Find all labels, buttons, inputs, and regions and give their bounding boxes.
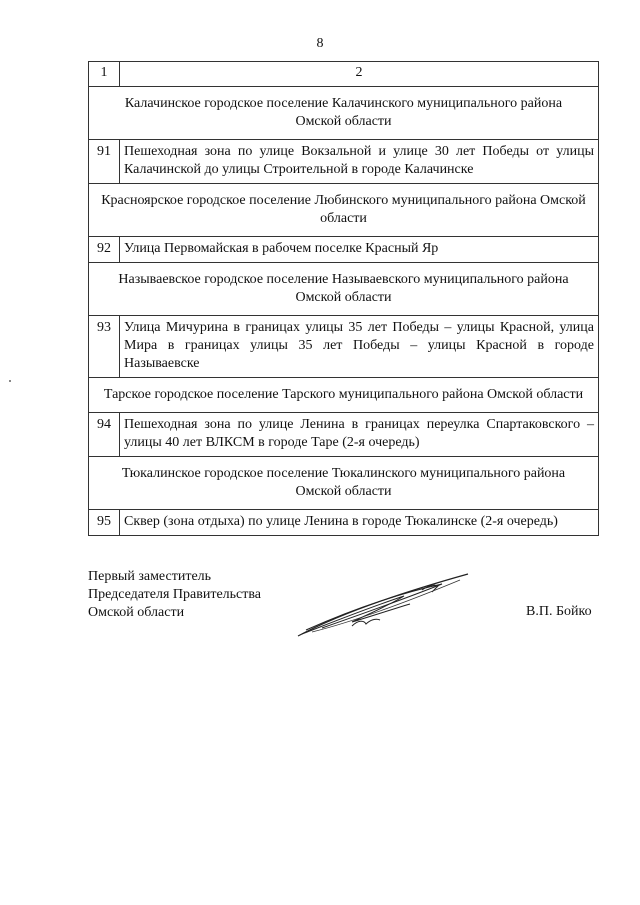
row-number: 95 bbox=[89, 510, 120, 536]
scan-mark bbox=[9, 380, 11, 382]
table-row bbox=[89, 316, 599, 378]
objects-table bbox=[88, 61, 599, 536]
table-column-header-row bbox=[89, 62, 599, 87]
section-heading: Тарское городское поселение Тарского муниципального района Омской области bbox=[89, 378, 599, 413]
table-row bbox=[89, 237, 599, 263]
table-row bbox=[89, 510, 599, 536]
row-number: 91 bbox=[89, 140, 120, 184]
section-heading: Тюкалинское городское поселение Тюкалинского муниципального района Омской области bbox=[89, 457, 599, 510]
row-text: Улица Мичурина в границах улицы 35 лет Победы – улицы Красной, улица Мира в границах улицы 35 лет Победы – улицы Красной в городе Называевске bbox=[120, 316, 599, 378]
section-heading: Калачинское городское поселение Калачинского муниципального района Омской области bbox=[89, 87, 599, 140]
handwritten-signature bbox=[292, 570, 472, 642]
section-heading-row bbox=[89, 457, 599, 510]
row-number: 93 bbox=[89, 316, 120, 378]
row-number: 92 bbox=[89, 237, 120, 263]
row-text: Пешеходная зона по улице Вокзальной и улице 30 лет Победы от улицы Калачинской до улицы Строительной в городе Калачинске bbox=[120, 140, 599, 184]
row-text: Пешеходная зона по улице Ленина в границах переулка Спартаковского – улицы 40 лет ВЛКСМ в городе Таре (2-я очередь) bbox=[120, 413, 599, 457]
row-text: Улица Первомайская в рабочем поселке Красный Яр bbox=[120, 237, 599, 263]
row-number: 94 bbox=[89, 413, 120, 457]
section-heading-row bbox=[89, 378, 599, 413]
section-heading: Красноярское городское поселение Любинского муниципального района Омской области bbox=[89, 184, 599, 237]
column-header-2: 2 bbox=[120, 62, 599, 87]
page-number: 8 bbox=[316, 36, 324, 51]
section-heading: Называевское городское поселение Называевского муниципального района Омской области bbox=[89, 263, 599, 316]
section-heading-row bbox=[89, 87, 599, 140]
table-row bbox=[89, 413, 599, 457]
table-row bbox=[89, 140, 599, 184]
signer-position-line-1: Первый заместитель bbox=[88, 569, 212, 584]
section-heading-row bbox=[89, 263, 599, 316]
column-header-1: 1 bbox=[89, 62, 120, 87]
signature-title-block bbox=[88, 568, 261, 622]
row-text: Сквер (зона отдыха) по улице Ленина в городе Тюкалинске (2-я очередь) bbox=[120, 510, 599, 536]
signer-name: В.П. Бойко bbox=[526, 604, 592, 619]
section-heading-row bbox=[89, 184, 599, 237]
signer-position-line-2: Председателя Правительства bbox=[88, 587, 262, 602]
signer-position-line-3: Омской области bbox=[88, 605, 185, 620]
